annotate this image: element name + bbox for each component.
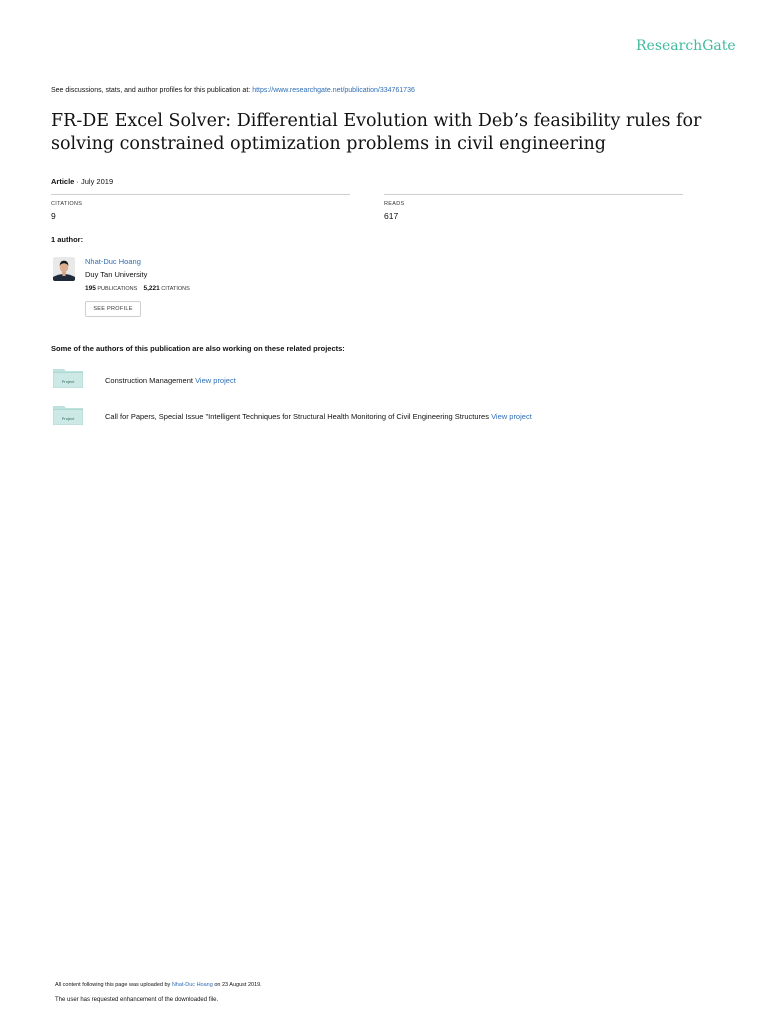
author-publications-label: PUBLICATIONS [97,286,138,292]
author-citations-label: CITATIONS [161,286,190,292]
publication-meta [51,177,113,186]
researchgate-logo[interactable]: ResearchGate [636,38,736,54]
project-title: Call for Papers, Special Issue "Intelligent Techniques for Structural Health Monitoring of Civil Engineering Structures [105,412,489,421]
citations-divider [51,194,350,195]
project-item[interactable] [53,368,83,393]
author-avatar[interactable] [53,257,75,281]
publication-type: Article [51,177,75,186]
upload-prefix: All content following this page was uploaded by [55,982,171,988]
uploader-link[interactable]: Nhat-Duc Hoang [171,982,213,988]
author-citations-count: 5,221 [143,285,160,292]
project-folder-icon [53,405,83,425]
see-profile-button[interactable]: SEE PROFILE [85,301,141,317]
authors-heading: 1 author: [51,235,84,244]
reads-value: 617 [384,211,399,221]
discussions-line [51,87,415,94]
project-row-2 [105,412,532,421]
author-stats [85,285,190,292]
publication-url-link[interactable]: https://www.researchgate.net/publication/334761736 [252,87,415,94]
view-project-link[interactable]: View project [491,412,532,421]
view-project-link[interactable]: View project [195,376,236,385]
projects-heading: Some of the authors of this publication are also working on these related projects: [51,344,345,353]
project-title: Construction Management [105,376,193,385]
project-folder-icon [53,368,83,388]
publication-date: · July 2019 [74,177,114,186]
reads-divider [384,194,683,195]
author-name-link[interactable]: Nhat-Duc Hoang [85,257,141,266]
avatar-portrait-icon [53,257,75,281]
publication-title: FR-DE Excel Solver: Differential Evolution with Deb’s feasibility rules for solving constrained optimization problems in civil engineering [51,111,702,154]
project-row-1 [105,376,236,385]
discussions-prefix: See discussions, stats, and author profiles for this publication at: [51,87,251,94]
author-institution: Duy Tan University [85,270,148,279]
upload-suffix: on 23 August 2019. [214,982,262,988]
author-publications-count: 195 [85,285,96,292]
project-icon-label: Project [61,416,75,421]
project-item[interactable] [53,405,83,430]
citations-value: 9 [51,211,56,221]
project-icon-label: Project [61,379,75,384]
enhancement-note: The user has requested enhancement of the downloaded file. [55,997,219,1003]
upload-note [55,982,262,988]
citations-label: CITATIONS [51,201,83,207]
reads-label: READS [384,201,405,207]
